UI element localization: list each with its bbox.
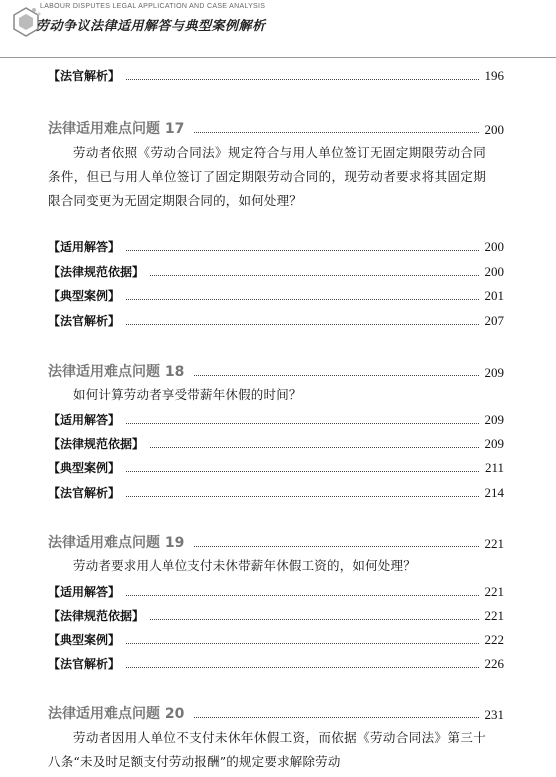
toc-entry-legal-basis[interactable] [48,262,504,280]
toc-page-number: 211 [484,460,504,475]
dot-leader [126,667,478,668]
topic-description: 劳动者因用人单位不支付未休年休假工资，而依据《劳动合同法》第三十八条“未及时足额支付劳动报酬”的规定要求解除劳动 [48,730,486,769]
toc-entry-label: 【法律规范依据】 [48,265,145,279]
toc-page-number: 221 [484,584,504,599]
toc-topic-20[interactable] [48,701,504,723]
toc-page-number: 201 [484,288,504,303]
toc-entry-legal-basis[interactable] [48,434,504,452]
header-divider [0,57,556,58]
toc-entry-label: 【法律规范依据】 [48,437,145,451]
toc-page-number: 200 [484,122,504,137]
toc-page-number: 200 [484,264,504,279]
toc-entry-label: 【适用解答】 [48,585,121,599]
dot-leader [126,79,478,80]
dot-leader [126,496,478,497]
series-title-en: LABOUR DISPUTES LEGAL APPLICATION AND CASE ANALYSIS [40,3,266,10]
topic-description: 劳动者要求用人单位支付未休带薪年休假工资的，如何处理？ [73,558,416,573]
dot-leader [194,546,478,547]
toc-entry-applicable-answer[interactable] [48,237,504,255]
toc-page-number: 226 [484,656,504,671]
toc-page-number: 200 [484,239,504,254]
toc-entry-label: 【典型案例】 [48,289,121,303]
dot-leader [126,471,479,472]
toc-page-number: 221 [484,536,504,551]
toc-topic-17[interactable] [48,116,504,138]
topic-description: 劳动者依照《劳动合同法》规定符合与用人单位签订无固定期限劳动合同条件，但已与用人单位签订了固定期限劳动合同的，现劳动者要求将其固定期限合同变更为无固定期限合同的，如何处理？ [48,145,486,208]
toc-page-number: 209 [484,365,504,380]
toc-page-number: 196 [484,68,504,83]
toc-entry-legal-basis[interactable] [48,606,504,624]
toc-entry-judge-analysis[interactable] [48,654,504,672]
dot-leader [194,132,478,133]
topic-title: 法律适用难点问题 17 [48,121,185,137]
dot-leader [126,643,478,644]
toc-page-number: 214 [484,485,504,500]
page-header [0,0,556,60]
toc-page-number: 231 [484,707,504,722]
topic-title: 法律适用难点问题 18 [48,364,185,380]
toc-entry-label: 【典型案例】 [48,633,121,647]
toc-page-number: 222 [484,632,504,647]
toc-entry-label: 【典型案例】 [48,461,121,475]
toc-entry-judge-analysis[interactable] [48,483,504,501]
toc-entry-judge-analysis[interactable] [48,66,504,84]
dot-leader [126,299,478,300]
toc-entry-label: 【法官解析】 [48,657,121,671]
dot-leader [150,275,478,276]
toc-entry-label: 【法官解析】 [48,69,121,83]
toc-entry-typical-case[interactable] [48,458,504,476]
topic-title: 法律适用难点问题 20 [48,706,185,722]
toc-entry-judge-analysis[interactable] [48,311,504,329]
toc-entry-applicable-answer[interactable] [48,410,504,428]
toc-page-number: 221 [484,608,504,623]
dot-leader [126,324,478,325]
toc-entry-label: 【适用解答】 [48,413,121,427]
toc-topic-18[interactable] [48,359,504,381]
dot-leader [194,375,478,376]
toc-topic-19[interactable] [48,530,504,552]
topic-description: 如何计算劳动者享受带薪年休假的时间？ [73,387,302,402]
toc-entry-label: 【法官解析】 [48,314,121,328]
topic-title: 法律适用难点问题 19 [48,535,185,551]
toc-entry-typical-case[interactable] [48,286,504,304]
dot-leader [150,619,478,620]
toc-page-number: 209 [484,436,504,451]
dot-leader [150,447,478,448]
series-title-cn: 劳动争议法律适用解答与典型案例解析 [36,19,266,34]
dot-leader [194,717,478,718]
toc-page-number: 207 [484,313,504,328]
toc-entry-applicable-answer[interactable] [48,582,504,600]
dot-leader [126,250,478,251]
toc-entry-label: 【适用解答】 [48,240,121,254]
toc-entry-label: 【法律规范依据】 [48,609,145,623]
toc-page-number: 209 [484,412,504,427]
toc-entry-label: 【法官解析】 [48,486,121,500]
dot-leader [126,423,478,424]
toc-entry-typical-case[interactable] [48,630,504,648]
dot-leader [126,595,478,596]
